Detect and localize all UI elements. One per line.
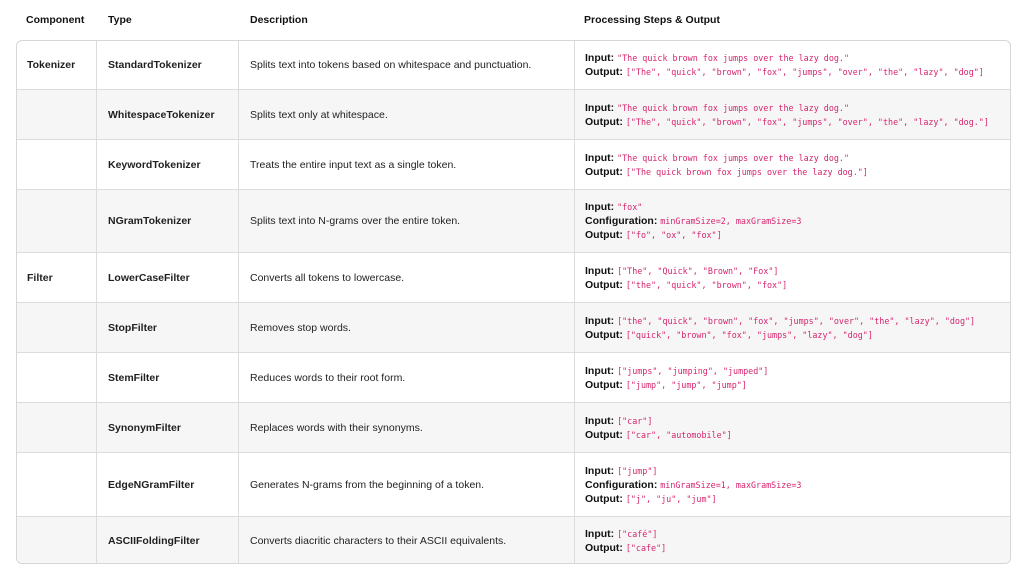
component-cell xyxy=(17,140,97,189)
processing-cell xyxy=(575,253,1010,302)
output-line-value: ["jump", "jump", "jump"] xyxy=(625,379,747,390)
component-cell xyxy=(17,353,97,402)
type-cell: StandardTokenizer xyxy=(97,41,239,89)
output-line-value: ["the", "quick", "brown", "fox"] xyxy=(625,279,788,290)
component-cell xyxy=(17,190,97,252)
table-row xyxy=(17,303,1010,353)
description-cell: Splits text into tokens based on whitespace and punctuation. xyxy=(239,41,575,89)
component-cell xyxy=(17,303,97,352)
output-line-label: Output: xyxy=(585,492,623,505)
input-line xyxy=(585,101,849,115)
output-line xyxy=(585,492,717,506)
table-row xyxy=(17,403,1010,453)
description-cell: Converts all tokens to lowercase. xyxy=(239,253,575,302)
input-line-value: ["The", "Quick", "Brown", "Fox"] xyxy=(617,265,779,276)
table-row xyxy=(17,453,1010,517)
configuration-line-label: Configuration: xyxy=(585,215,658,227)
input-line xyxy=(585,464,657,478)
output-line xyxy=(585,378,747,392)
components-table xyxy=(16,40,1011,564)
component-cell: Tokenizer xyxy=(17,41,97,89)
output-line-label: Output: xyxy=(585,229,623,241)
type-cell: LowerCaseFilter xyxy=(97,253,239,302)
input-line-label: Input: xyxy=(585,464,615,477)
processing-cell xyxy=(575,353,1010,402)
output-line xyxy=(585,115,989,129)
output-line-label: Output: xyxy=(585,165,623,178)
input-line-label: Input: xyxy=(585,52,615,64)
configuration-line xyxy=(585,478,801,492)
table-row xyxy=(17,41,1010,90)
processing-cell xyxy=(575,90,1010,139)
component-cell xyxy=(17,453,97,516)
component-cell xyxy=(17,403,97,452)
description-cell: Generates N-grams from the beginning of a token. xyxy=(239,453,575,516)
output-line xyxy=(585,228,722,242)
configuration-line xyxy=(585,214,801,228)
input-line-label: Input: xyxy=(585,314,615,327)
input-line-value: "The quick brown fox jumps over the lazy dog." xyxy=(617,53,850,63)
input-line xyxy=(585,51,849,65)
header-type: Type xyxy=(108,14,132,26)
processing-cell xyxy=(575,140,1010,189)
input-line-label: Input: xyxy=(585,528,615,540)
header-processing: Processing Steps & Output xyxy=(584,14,720,26)
input-line xyxy=(585,200,642,214)
output-line-value: ["The", "quick", "brown", "fox", "jumps", "over", "the", "lazy", "dog"] xyxy=(625,67,984,77)
configuration-line-value: minGramSize=1, maxGramSize=3 xyxy=(660,479,802,490)
table-row xyxy=(17,140,1010,190)
table-row xyxy=(17,353,1010,403)
output-line xyxy=(585,278,787,292)
table-row xyxy=(17,517,1010,564)
input-line xyxy=(585,527,657,541)
description-cell: Treats the entire input text as a single token. xyxy=(239,140,575,189)
table-row xyxy=(17,253,1010,303)
processing-cell xyxy=(575,303,1010,352)
input-line xyxy=(585,414,652,428)
description-cell: Splits text into N-grams over the entire token. xyxy=(239,190,575,252)
table-row xyxy=(17,190,1010,253)
output-line-value: ["j", "ju", "jum"] xyxy=(625,493,717,504)
processing-cell xyxy=(575,517,1010,564)
type-cell: EdgeNGramFilter xyxy=(97,453,239,516)
description-cell: Removes stop words. xyxy=(239,303,575,352)
input-line xyxy=(585,264,778,278)
output-line-value: ["quick", "brown", "fox", "jumps", "lazy", "dog"] xyxy=(625,329,873,340)
input-line-label: Input: xyxy=(585,151,615,164)
output-line-label: Output: xyxy=(585,66,623,78)
type-cell: StemFilter xyxy=(97,353,239,402)
output-line-value: ["cafe"] xyxy=(625,543,667,553)
processing-cell xyxy=(575,403,1010,452)
input-line xyxy=(585,364,768,378)
description-cell: Replaces words with their synonyms. xyxy=(239,403,575,452)
header-description: Description xyxy=(250,14,308,26)
output-line xyxy=(585,65,984,79)
input-line-label: Input: xyxy=(585,264,615,277)
component-cell: Filter xyxy=(17,253,97,302)
table-row xyxy=(17,90,1010,140)
output-line-value: ["fo", "ox", "fox"] xyxy=(625,230,722,240)
component-cell xyxy=(17,517,97,564)
description-cell: Converts diacritic characters to their ASCII equivalents. xyxy=(239,517,575,564)
input-line-label: Input: xyxy=(585,201,615,213)
output-line-label: Output: xyxy=(585,378,623,391)
description-cell: Splits text only at whitespace. xyxy=(239,90,575,139)
input-line-value: "The quick brown fox jumps over the lazy dog." xyxy=(617,152,850,163)
input-line-label: Input: xyxy=(585,364,615,377)
type-cell: KeywordTokenizer xyxy=(97,140,239,189)
header-component: Component xyxy=(26,14,85,26)
output-line-value: ["The", "quick", "brown", "fox", "jumps", "over", "the", "lazy", "dog."] xyxy=(625,116,989,127)
processing-cell xyxy=(575,453,1010,516)
output-line-value: ["car", "automobile"] xyxy=(625,429,732,440)
input-line-value: ["jump"] xyxy=(617,465,658,476)
output-line-label: Output: xyxy=(585,542,623,554)
input-line xyxy=(585,151,849,165)
processing-cell xyxy=(575,41,1010,89)
input-line-value: "The quick brown fox jumps over the lazy dog." xyxy=(617,102,850,113)
output-line xyxy=(585,541,666,555)
input-line-value: ["jumps", "jumping", "jumped"] xyxy=(617,365,769,376)
output-line-label: Output: xyxy=(585,115,623,128)
type-cell: NGramTokenizer xyxy=(97,190,239,252)
output-line xyxy=(585,428,732,442)
input-line-value: "fox" xyxy=(617,202,643,212)
type-cell: WhitespaceTokenizer xyxy=(97,90,239,139)
output-line-label: Output: xyxy=(585,278,623,291)
component-cell xyxy=(17,90,97,139)
configuration-line-label: Configuration: xyxy=(585,478,658,491)
input-line-label: Input: xyxy=(585,414,615,427)
output-line-label: Output: xyxy=(585,328,623,341)
input-line-value: ["café"] xyxy=(617,529,658,539)
configuration-line-value: minGramSize=2, maxGramSize=3 xyxy=(660,216,802,226)
type-cell: SynonymFilter xyxy=(97,403,239,452)
processing-cell xyxy=(575,190,1010,252)
output-line-value: ["The quick brown fox jumps over the lazy dog."] xyxy=(625,166,868,177)
input-line-label: Input: xyxy=(585,101,615,114)
output-line-label: Output: xyxy=(585,428,623,441)
input-line-value: ["car"] xyxy=(617,415,653,426)
input-line xyxy=(585,314,975,328)
output-line xyxy=(585,328,873,342)
description-cell: Reduces words to their root form. xyxy=(239,353,575,402)
type-cell: StopFilter xyxy=(97,303,239,352)
output-line xyxy=(585,165,868,179)
input-line-value: ["the", "quick", "brown", "fox", "jumps", "over", "the", "lazy", "dog"] xyxy=(617,315,976,326)
type-cell: ASCIIFoldingFilter xyxy=(97,517,239,564)
